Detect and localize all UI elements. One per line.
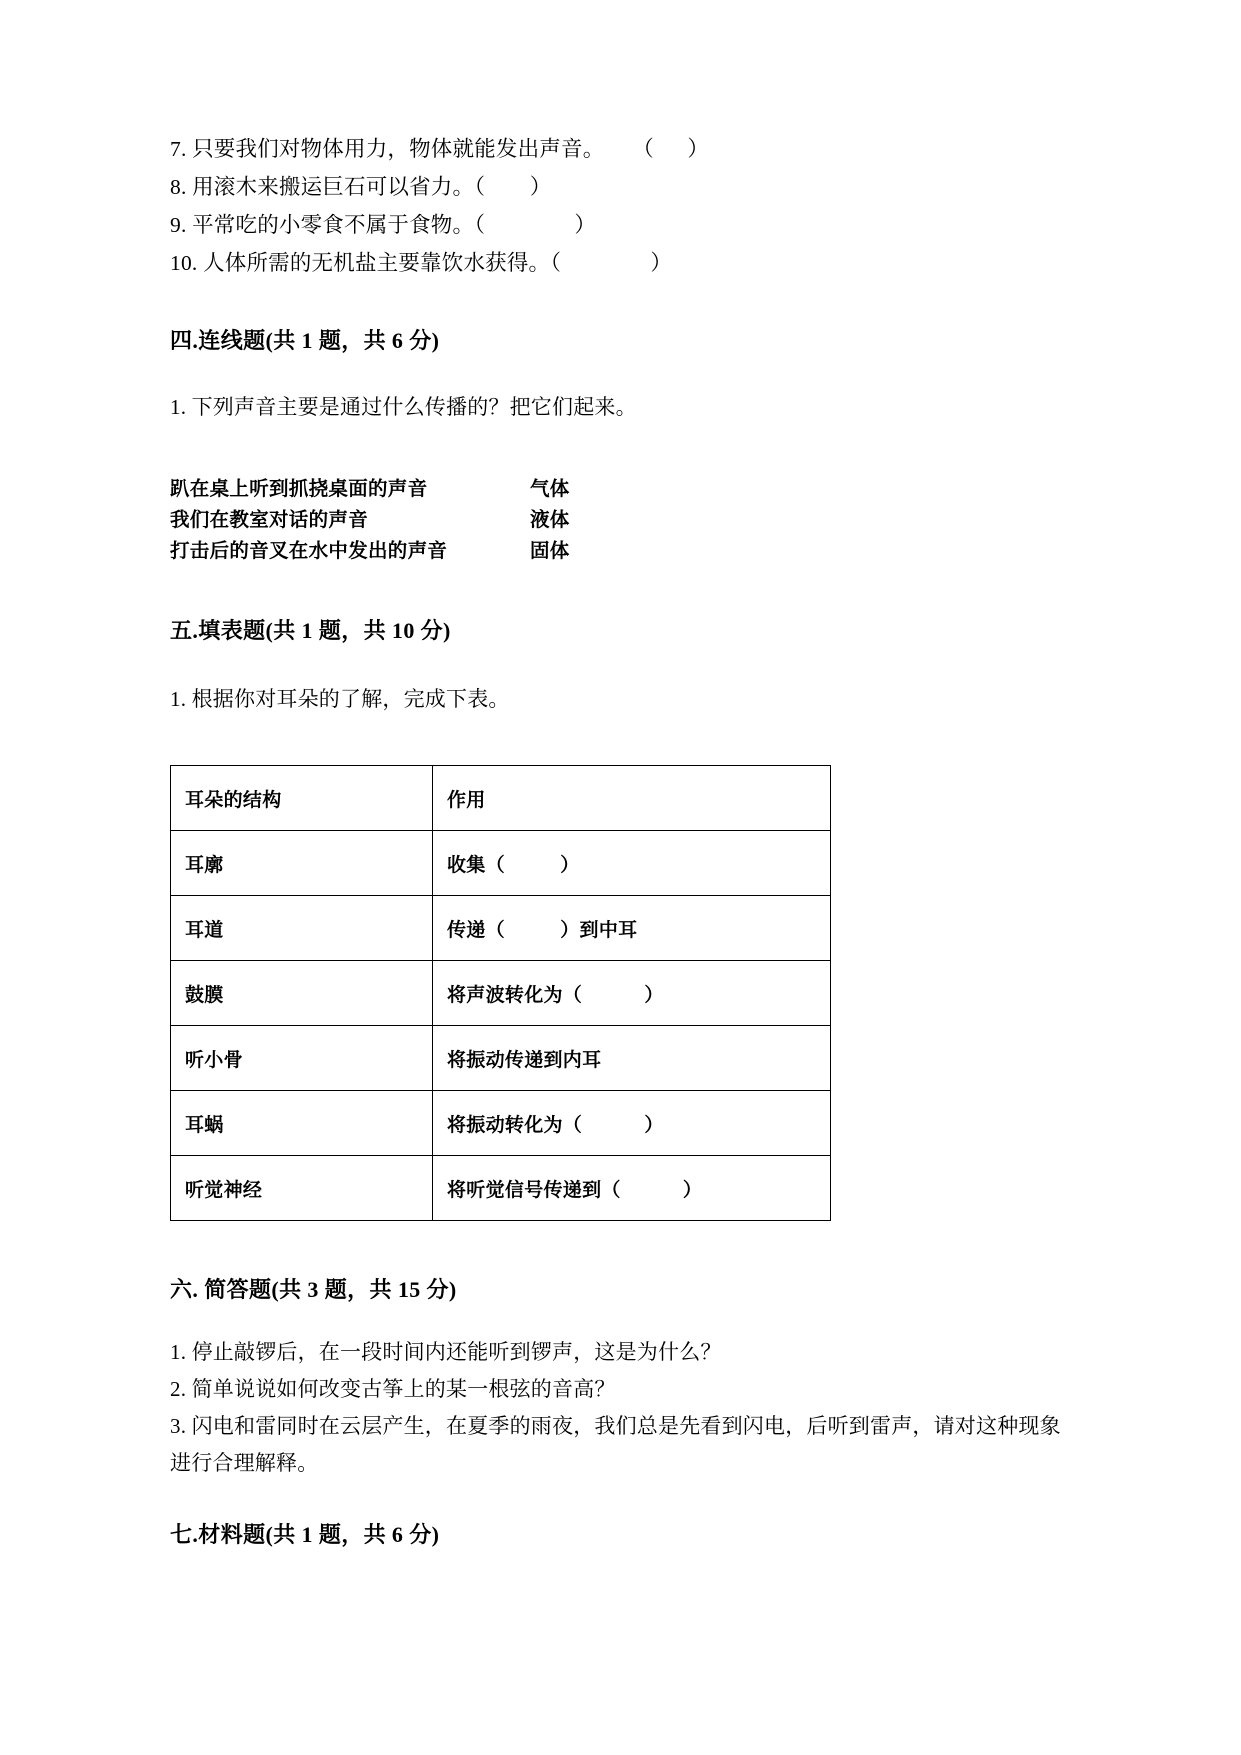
table-cell: 耳廓 (171, 831, 433, 896)
list-item: 2. 简单说说如何改变古筝上的某一根弦的音高？ (170, 1377, 616, 1401)
table-row (171, 1091, 831, 1156)
table-cell: 将听觉信号传递到（ ） (433, 1156, 831, 1221)
table-cell: 听小骨 (171, 1026, 433, 1091)
table-cell: 将声波转化为（ ） (433, 961, 831, 1026)
short-answer-list (170, 1334, 1071, 1482)
matching-left-item: 打击后的音叉在水中发出的声音 (170, 539, 448, 562)
matching-row (170, 504, 1071, 535)
table-cell: 鼓膜 (171, 961, 433, 1026)
table-header-row (171, 766, 831, 831)
list-item: 3. 闪电和雷同时在云层产生，在夏季的雨夜，我们总是先看到闪电，后听到雷声，请对这种现象进行合理解释。 (170, 1414, 1061, 1475)
table-cell: 耳道 (171, 896, 433, 961)
ear-structure-table (170, 765, 831, 1221)
matching-row (170, 535, 1071, 566)
table-cell: 收集（ ） (433, 831, 831, 896)
table-cell: 将振动传递到内耳 (433, 1026, 831, 1091)
section5-question: 1. 根据你对耳朵的了解，完成下表。 (170, 687, 510, 711)
matching-left-item: 我们在教室对话的声音 (170, 508, 369, 531)
list-item: 8. 用滚木来搬运巨石可以省力。（ ） (170, 175, 552, 199)
table-cell: 将振动转化为（ ） (433, 1091, 831, 1156)
matching-right-item: 气体 (530, 477, 570, 500)
list-item: 9. 平常吃的小零食不属于食物。（ ） (170, 213, 597, 237)
table-row (171, 1026, 831, 1091)
matching-right-item: 液体 (530, 508, 570, 531)
section-heading-4: 四.连线题(共 1 题，共 6 分) (170, 328, 440, 353)
matching-left-item: 趴在桌上听到抓挠桌面的声音 (170, 477, 428, 500)
table-header-cell: 作用 (433, 766, 831, 831)
table-row (171, 831, 831, 896)
table-header-cell: 耳朵的结构 (171, 766, 433, 831)
table-cell: 传递（ ）到中耳 (433, 896, 831, 961)
table-cell: 听觉神经 (171, 1156, 433, 1221)
table-cell: 耳蜗 (171, 1091, 433, 1156)
section4-question: 1. 下列声音主要是通过什么传播的？把它们起来。 (170, 395, 637, 419)
matching-block (170, 473, 1071, 566)
table-row (171, 961, 831, 1026)
section-heading-5: 五.填表题(共 1 题，共 10 分) (170, 618, 451, 643)
list-item: 1. 停止敲锣后，在一段时间内还能听到锣声，这是为什么？ (170, 1340, 722, 1364)
section-heading-6: 六. 简答题(共 3 题，共 15 分) (170, 1277, 457, 1302)
section-heading-7: 七.材料题(共 1 题，共 6 分) (170, 1522, 440, 1547)
list-item: 7. 只要我们对物体用力，物体就能发出声音。 （ ） (170, 137, 710, 161)
true-false-list (170, 130, 1071, 282)
matching-row (170, 473, 1071, 504)
table-row (171, 896, 831, 961)
table-row (171, 1156, 831, 1221)
matching-right-item: 固体 (530, 539, 570, 562)
list-item: 10. 人体所需的无机盐主要靠饮水获得。（ ） (170, 251, 673, 275)
